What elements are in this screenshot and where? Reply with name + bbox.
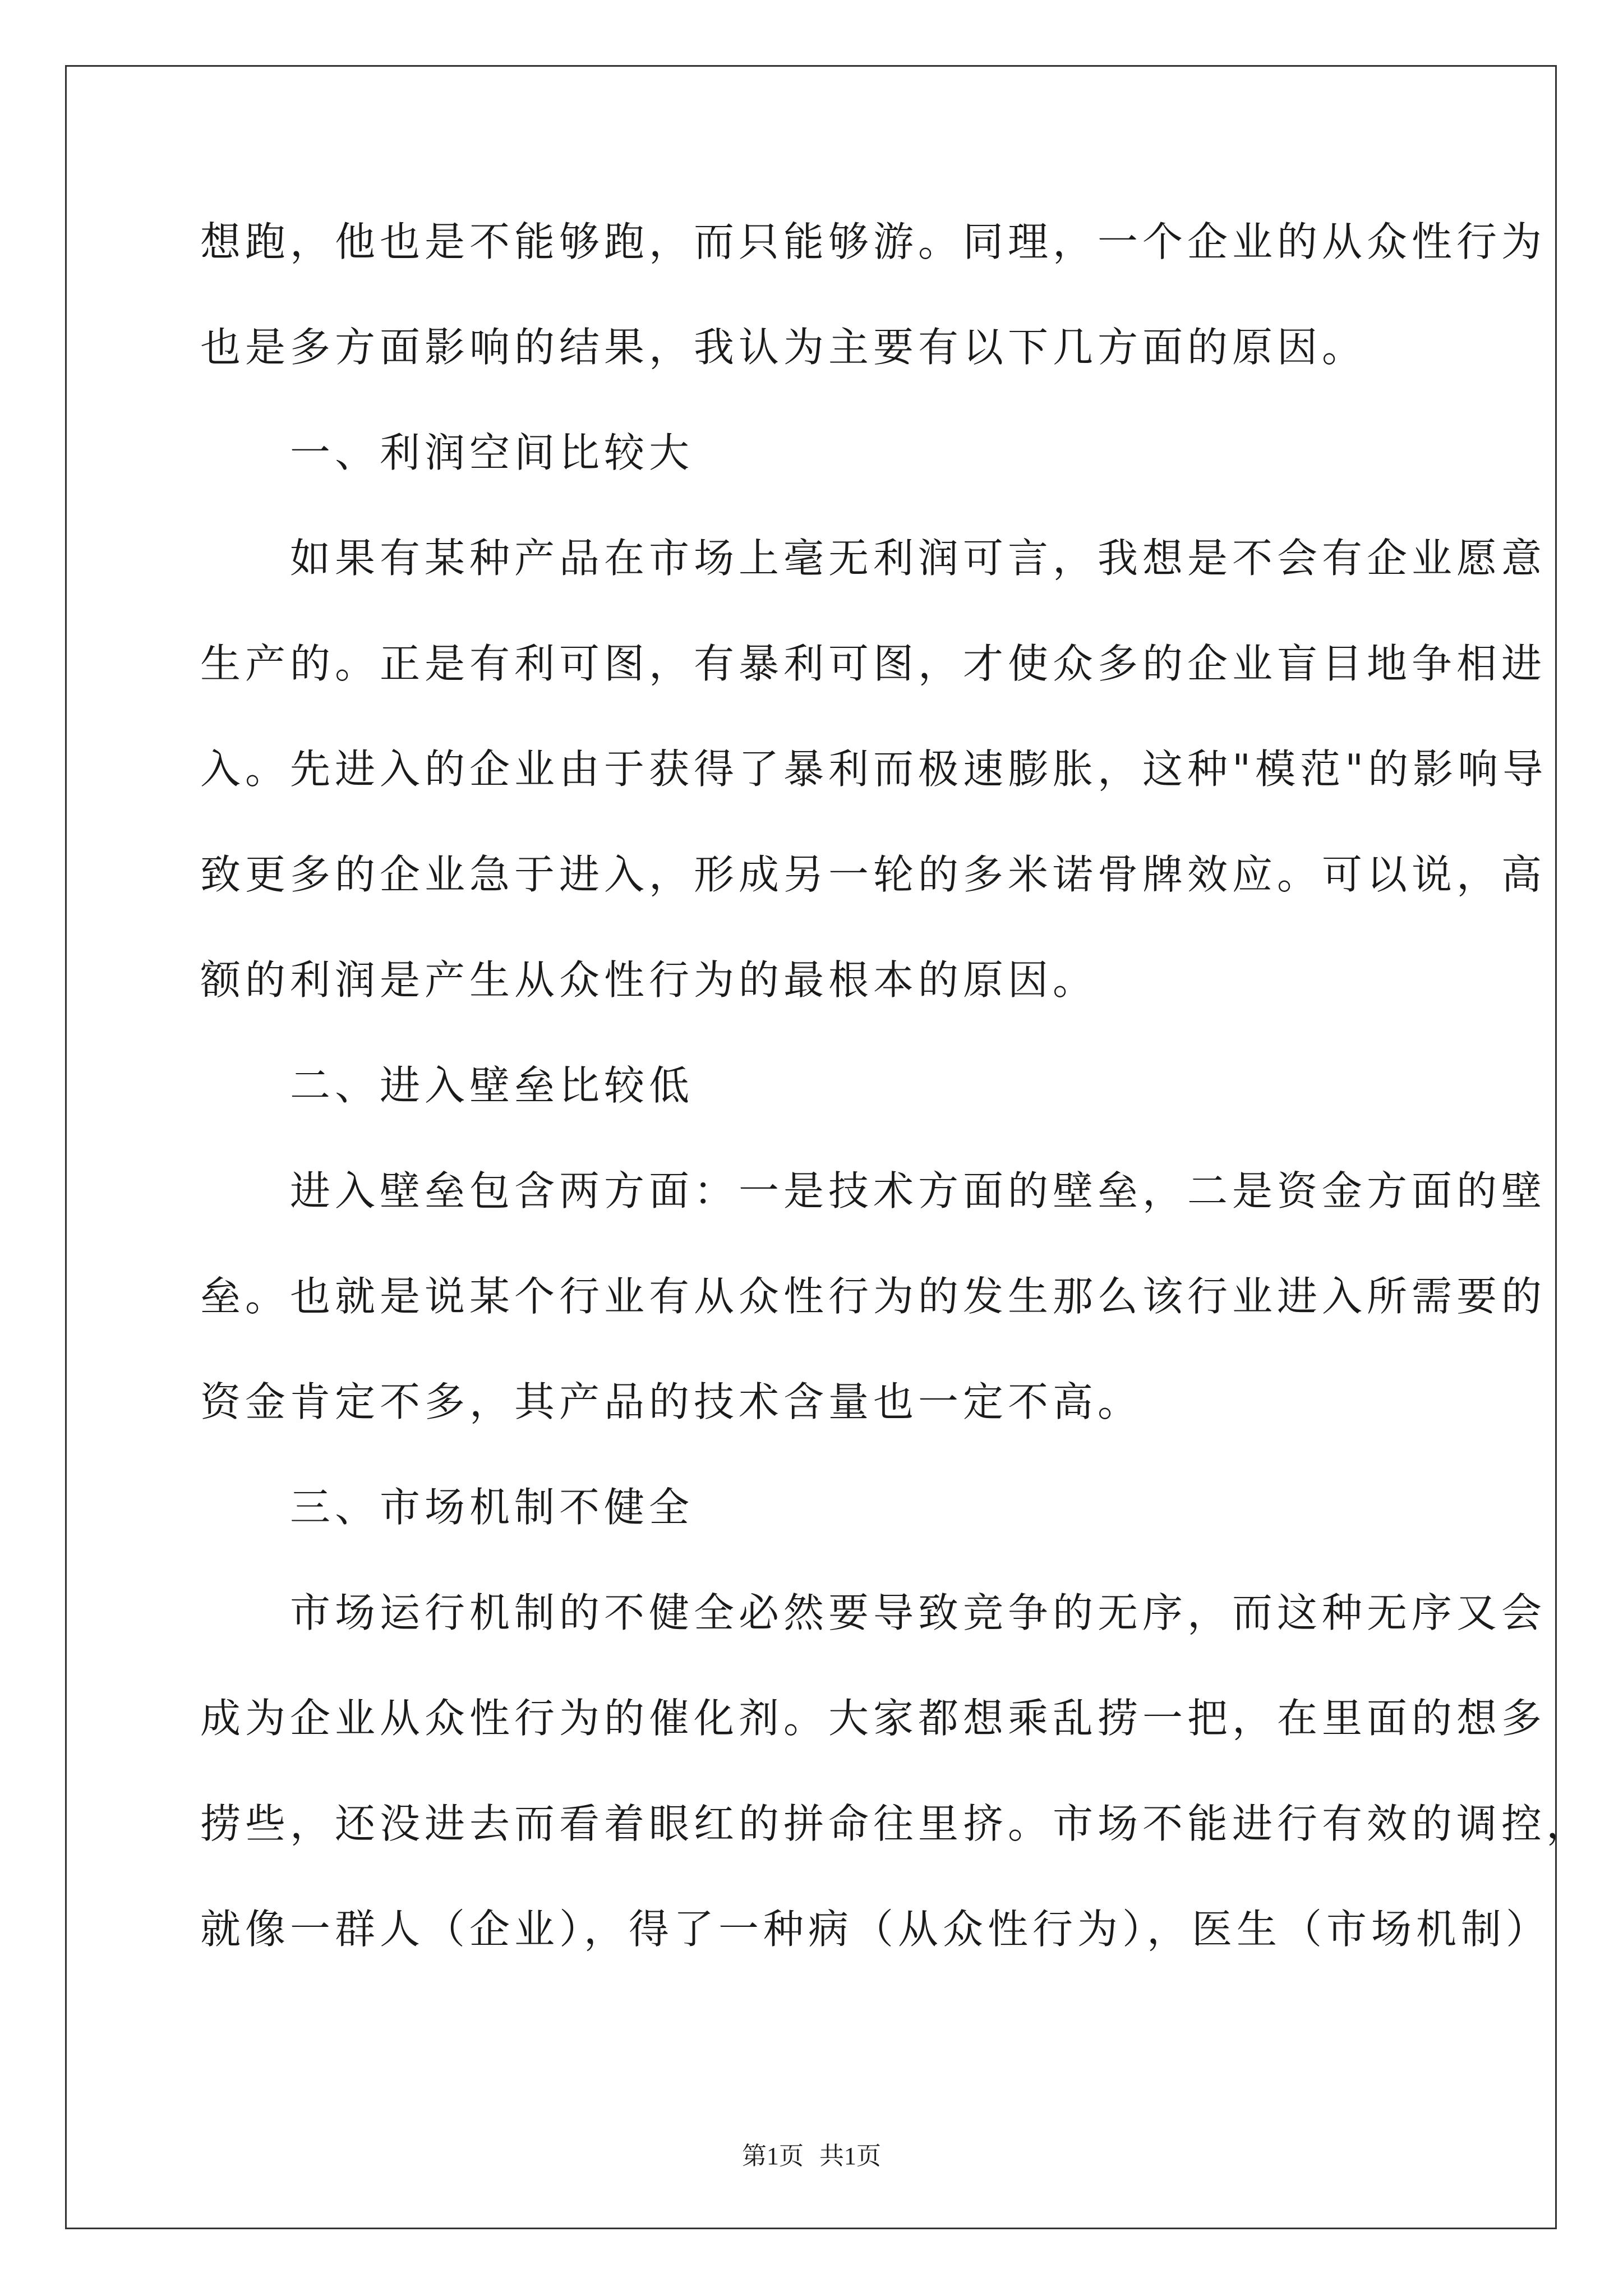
text-line: 想跑，他也是不能够跑，而只能够游。同理，一个企业的从众性行为 [200, 218, 1547, 265]
section-heading: 一、利润空间比较大 [200, 429, 694, 476]
page-footer [0, 2141, 1623, 2172]
text-line: 资金肯定不多，其产品的技术含量也一定不高。 [200, 1378, 1143, 1425]
page-total: 共1页 [819, 2142, 881, 2170]
text-line: 市场运行机制的不健全必然要导致竞争的无序，而这种无序又会 [200, 1589, 1547, 1636]
text-line: 如果有某种产品在市场上毫无利润可言，我想是不会有企业愿意 [200, 535, 1547, 582]
page-number: 第1页 [742, 2142, 804, 2170]
text-line: 入。先进入的企业由于获得了暴利而极速膨胀，这种"模范"的影响导 [200, 746, 1548, 793]
text-line: 就像一群人（企业），得了一种病（从众性行为），医生（市场机制） [200, 1906, 1551, 1953]
section-heading: 三、市场机制不健全 [200, 1484, 694, 1531]
text-line: 垒。也就是说某个行业有从众性行为的发生那么该行业进入所需要的 [200, 1273, 1547, 1320]
text-line: 也是多方面影响的结果，我认为主要有以下几方面的原因。 [200, 324, 1367, 371]
text-line: 进入壁垒包含两方面：一是技术方面的壁垒，二是资金方面的壁 [200, 1167, 1547, 1214]
text-line: 生产的。正是有利可图，有暴利可图，才使众多的企业盲目地争相进 [200, 640, 1547, 687]
text-line: 额的利润是产生从众性行为的最根本的原因。 [200, 956, 1098, 1004]
text-line: 致更多的企业急于进入，形成另一轮的多米诺骨牌效应。可以说，高 [200, 851, 1547, 898]
section-heading: 二、进入壁垒比较低 [200, 1062, 694, 1109]
text-line: 捞些，还没进去而看着眼红的拼命往里挤。市场不能进行有效的调控， [200, 1800, 1592, 1847]
document-body [200, 216, 1592, 1955]
text-line: 成为企业从众性行为的催化剂。大家都想乘乱捞一把，在里面的想多 [200, 1695, 1547, 1742]
